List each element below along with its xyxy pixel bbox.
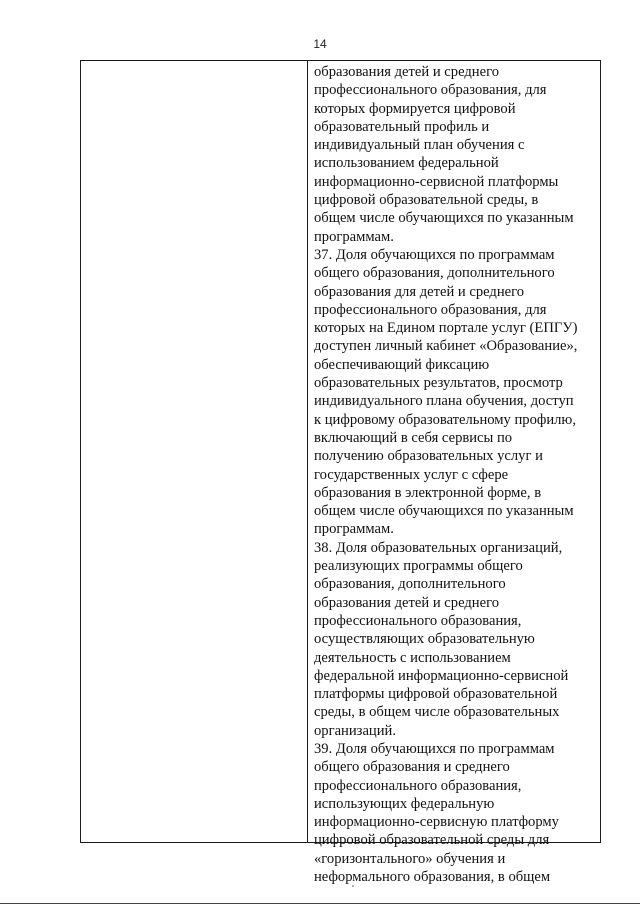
text-line: деятельность с использованием: [314, 649, 511, 666]
text-line: которых формируется цифровой: [314, 100, 516, 117]
text-line: образовательный профиль и: [314, 118, 490, 135]
text-line: общего образования, дополнительного: [314, 265, 555, 282]
text-line: доступен личный кабинет «Образование»,: [314, 338, 578, 355]
text-line: 37. Доля обучающихся по программам: [314, 246, 555, 263]
text-line: индивидуальный план обучения с: [314, 137, 525, 154]
text-line: неформального образования, в общем: [314, 869, 551, 886]
text-line: общем числе обучающихся по указанным: [314, 503, 574, 520]
text-line: включающий в себя сервисы по: [314, 429, 513, 446]
text-line: информационно-сервисной платформы: [314, 173, 559, 190]
text-line: образования детей и среднего: [314, 64, 499, 80]
text-line: профессионального образования,: [314, 612, 522, 629]
scan-artifact: [352, 885, 354, 887]
text-line: информационно-сервисную платформу: [314, 814, 559, 831]
text-line: профессионального образования, для: [314, 82, 547, 99]
page-number: 14: [313, 37, 327, 51]
text-line: образования детей и среднего: [314, 594, 499, 611]
text-line: образования в электронной форме, в: [314, 484, 542, 501]
text-line: среды, в общем числе образовательных: [314, 704, 560, 721]
text-line: образования, дополнительного: [314, 576, 506, 593]
text-line: 39. Доля обучающихся по программам: [314, 740, 555, 757]
table-left-column: [81, 61, 308, 842]
text-line: использующих федеральную: [314, 795, 495, 812]
page-bottom-rule: [0, 903, 640, 904]
text-line: использованием федеральной: [314, 155, 499, 172]
table-right-column: [308, 61, 600, 886]
text-line: обеспечивающий фиксацию: [314, 356, 490, 373]
text-line: общего образования и среднего: [314, 759, 510, 776]
text-line: к цифровому образовательному профилю,: [314, 411, 576, 428]
text-line: цифровой образовательной среды, в: [314, 192, 539, 209]
text-line: индивидуального плана обучения, доступ: [314, 393, 574, 410]
text-line: которых на Едином портале услуг (ЕПГУ): [314, 320, 578, 337]
text-line: государственных услуг с сфере: [314, 466, 509, 483]
text-line: 38. Доля образовательных организаций,: [314, 539, 563, 556]
text-line: платформы цифровой образовательной: [314, 686, 558, 703]
text-line: цифровой образовательной среды для: [314, 832, 550, 849]
text-line: профессионального образования, для: [314, 301, 547, 318]
text-line: организаций.: [314, 722, 396, 739]
text-line: «горизонтального» обучения и: [314, 850, 506, 867]
text-line: программам.: [314, 521, 394, 538]
text-line: профессионального образования,: [314, 777, 522, 794]
text-line: реализующих программы общего: [314, 558, 523, 575]
text-line: осуществляющих образовательную: [314, 631, 535, 648]
text-line: программам.: [314, 228, 394, 245]
text-line: образовательных результатов, просмотр: [314, 375, 563, 392]
text-line: получению образовательных услуг и: [314, 448, 543, 465]
text-line: федеральной информационно-сервисной: [314, 667, 569, 684]
document-table: [80, 60, 601, 886]
text-line: образования для детей и среднего: [314, 283, 525, 300]
text-line: общем числе обучающихся по указанным: [314, 210, 574, 227]
